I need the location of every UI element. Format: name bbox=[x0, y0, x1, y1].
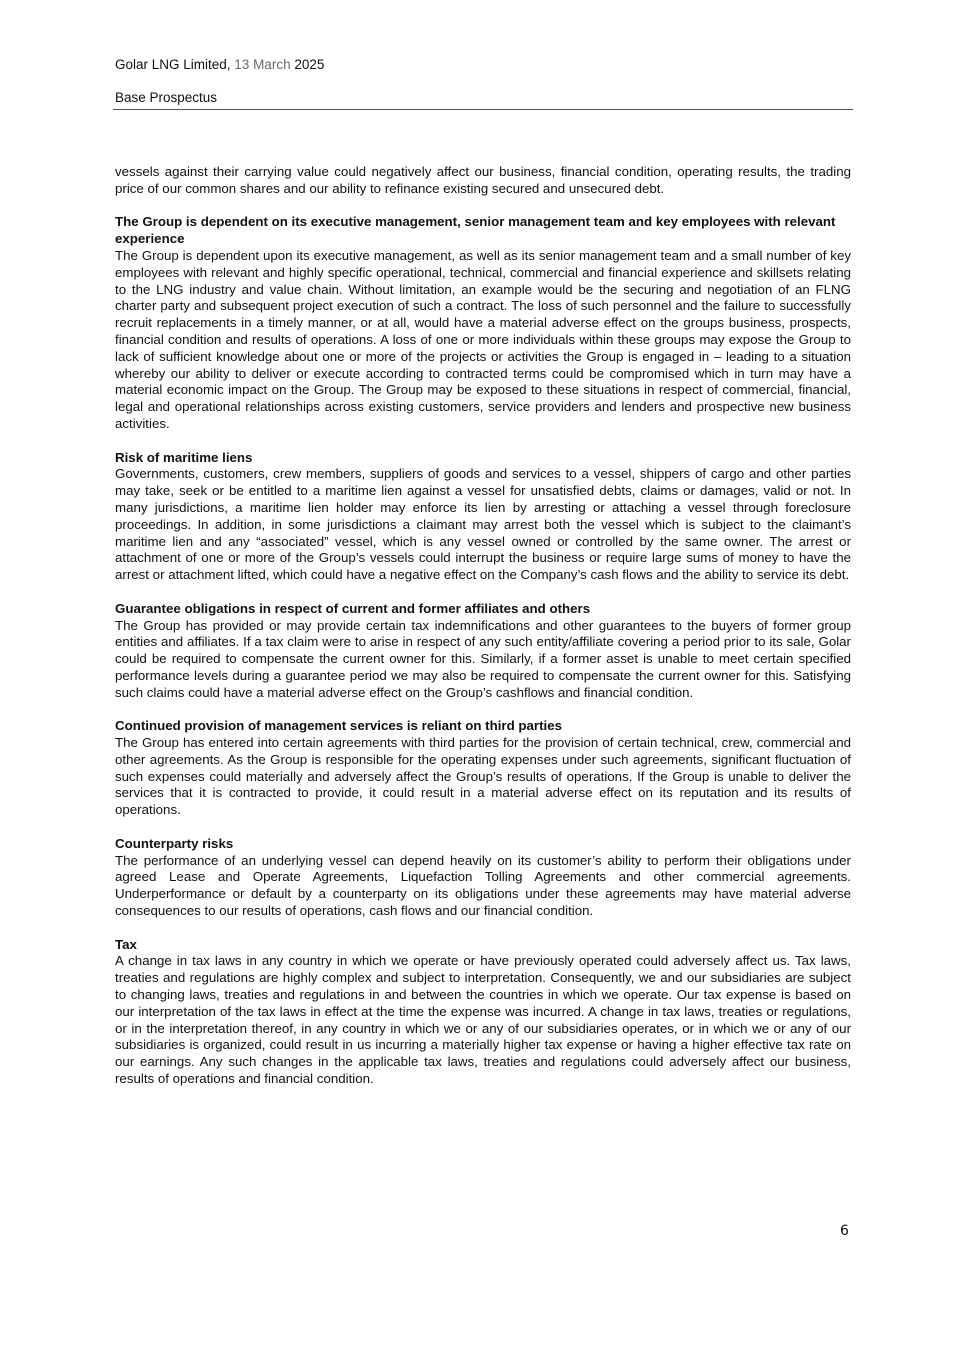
document-body bbox=[115, 164, 851, 1088]
header-company-date bbox=[115, 57, 324, 72]
section-text-counterparty: The performance of an underlying vessel can depend heavily on its customer’s ability to perform their obligations under agreed Lease and Operate Agreements, Liquefaction Tolling Agreements and other commercial agreements. Underperformance or default by a counterparty on its obligations under these agreements may have material adverse consequences to our results of operations, cash flows and our financial condition. bbox=[115, 852, 851, 919]
header-divider bbox=[113, 109, 853, 110]
section-text-guarantees: The Group has provided or may provide certain tax indemnifications and other guarantees to the buyers of former group entities and affiliates. If a tax claim were to arise in respect of any such entity/affiliate covering a period prior to its sale, Golar could be required to compensate the current owner for this. Similarly, if a former asset is unable to meet certain specified performance levels during a guarantee period we may also be required to compensate the current owner for this. Satisfying such claims could have a material adverse effect on the Group’s cashflows and financial condition. bbox=[115, 617, 851, 700]
section-heading-counterparty: Counterparty risks bbox=[115, 835, 234, 851]
header-date-year: 2025 bbox=[290, 57, 325, 72]
section-heading-maritime-liens: Risk of maritime liens bbox=[115, 449, 253, 465]
section-text-tax: A change in tax laws in any country in which we operate or have previously operated could adversely affect us. Tax laws, treaties and regulations are highly complex and subject to interpretation. Consequently, we and our subsidiaries are subject to changing laws, treaties and regulations in and between the countries in which we operate. Our tax expense is based on our interpretation of the tax laws in effect at the time the expense was incurred. A change in tax laws, treaties or regulations, or in the interpretation thereof, in any country in which we or any of our subsidiaries operates, or in which we or any of our subsidiaries is organized, could result in us incurring a materially higher tax expense or having a higher effective tax rate on our earnings. Any such changes in the applicable tax laws, treaties and regulations could adversely affect our business, results of operations and financial condition. bbox=[115, 953, 851, 1087]
section-text-management: The Group is dependent upon its executive management, as well as its senior management team and a small number of key employees with relevant and highly specific operational, technical, commercial and financial experience and skillsets relating to the LNG industry and value chain. Without limitation, an example would be the securing and negotiation of an FLNG charter party and subsequent project execution of such a contract. The loss of such personnel and the failure to successfully recruit replacements in a timely manner, or at all, would have a material adverse effect on the groups business, prospects, financial condition and results of operations. A loss of one or more individuals within these groups may expose the Group to lack of sufficient knowledge about one or more of the projects or activities the Group is engaged in – leading to a situation whereby our ability to deliver or execute according to contracted terms could be compromised which in turn may have a material economic impact on the Group. The Group may be exposed to these situations in respect of commercial, financial, legal and operational relationships across existing customers, service providers and lenders and prospective new business activities. bbox=[115, 247, 851, 431]
header-date-day-month: 13 March bbox=[234, 57, 291, 72]
header-company: Golar LNG Limited, bbox=[115, 57, 235, 72]
section-text-maritime-liens: Governments, customers, crew members, suppliers of goods and services to a vessel, shippers of cargo and other parties may take, seek or be entitled to a maritime lien against a vessel for unsatisfied debts, claims or damages, valid or not. In many jurisdictions, a maritime lien holder may enforce its lien by arresting or attaching a vessel through foreclosure proceedings. In addition, in some jurisdictions a claimant may arrest both the vessel which is subject to the claimant’s maritime lien and any “associated” vessel, which is any vessel owned or controlled by the same owner. The arrest or attachment of one or more of the Group’s vessels could interrupt the business or require large sums of money to have the arrest or attachment lifted, which could have a negative effect on the Company’s cash flows and the ability to service its debt. bbox=[115, 466, 851, 583]
section-heading-tax: Tax bbox=[115, 936, 137, 952]
header-document-type: Base Prospectus bbox=[115, 90, 218, 105]
page-number: 6 bbox=[840, 1223, 849, 1239]
intro-paragraph: vessels against their carrying value could negatively affect our business, financial condition, operating results, the trading price of our common shares and our ability to refinance existing secured and unsecured debt. bbox=[115, 164, 851, 196]
section-heading-third-parties: Continued provision of management services is reliant on third parties bbox=[115, 718, 563, 734]
section-text-third-parties: The Group has entered into certain agreements with third parties for the provision of certain technical, crew, commercial and other agreements. As the Group is responsible for the operating expenses under such agreements, significant fluctuation of such expenses could materially and adversely affect the Group’s results of operations. If the Group is unable to deliver the services that it is contracted to provide, it could result in a material adverse effect on its reputation and its results of operations. bbox=[115, 735, 851, 818]
section-heading-guarantees: Guarantee obligations in respect of current and former affiliates and others bbox=[115, 600, 591, 616]
section-heading-management: The Group is dependent on its executive management, senior management team and key employees with relevant experience bbox=[115, 214, 836, 247]
